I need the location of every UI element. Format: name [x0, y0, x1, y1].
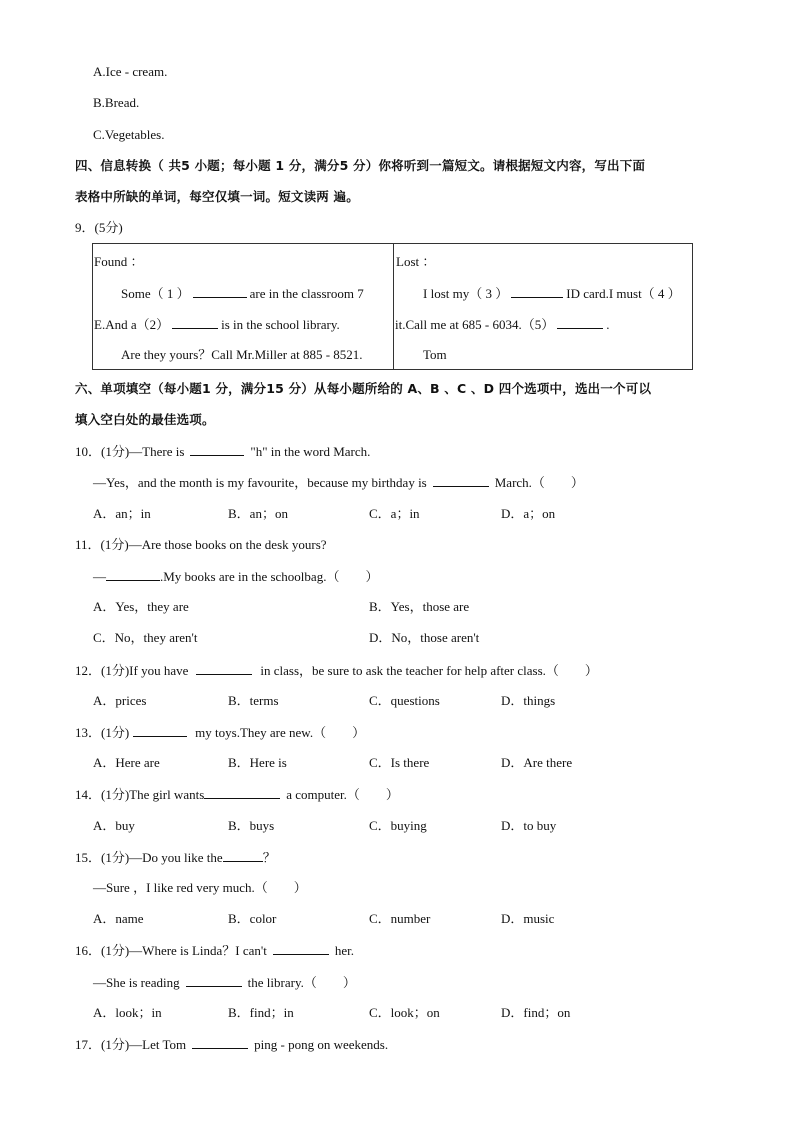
q10-number: 10．(1分) [75, 444, 130, 459]
q15-blank[interactable] [223, 849, 263, 862]
lost-line1-a: I lost my（ 3 ） [423, 286, 509, 301]
q17-number: 17．(1分) [75, 1037, 130, 1052]
q16-stem-b: her. [334, 943, 355, 958]
q17-blank[interactable] [192, 1036, 248, 1049]
section6-heading-line2: 填入空白处的最佳选项。 [75, 412, 215, 427]
q12-blank[interactable] [196, 662, 252, 675]
q13-option-b[interactable]: B．Here is [228, 755, 287, 770]
section4-heading-line2: 表格中所缺的单词，每空仅填一词。短文读两 遍。 [75, 189, 359, 204]
q15-line2: —Sure ，I like red very much.（ ） [93, 880, 307, 895]
q10-stem [75, 443, 370, 460]
section6-heading-line1: 六、单项填空（每小题1 分，满分15 分）从每小题所给的 A、B 、C 、D 四个选项中，选出一个可以 [75, 381, 652, 396]
q11-line2-b: .My books are in the schoolbag.（ ） [160, 569, 379, 584]
found-line1-a: Some（ 1 ） [121, 286, 190, 301]
q10-line2-a: —Yes，and the month is my favourite，because my birthday is [93, 475, 427, 490]
q15-stem [75, 849, 276, 866]
found-line1-b: are in the classroom 7 [249, 286, 364, 301]
q16-number: 16．(1分) [75, 943, 130, 958]
lost-signature: Tom [423, 347, 447, 362]
q15-stem-b: ？ [262, 850, 276, 865]
q9-label: 9．(5分) [75, 220, 123, 235]
q13-number: 13．(1分) [75, 725, 130, 740]
found-cell [93, 244, 394, 370]
q15-option-d[interactable]: D．music [501, 911, 555, 926]
q13-option-c[interactable]: C．Is there [369, 755, 430, 770]
q12-option-c[interactable]: C．questions [369, 693, 440, 708]
lost-line2 [395, 316, 609, 333]
q14-stem-a: The girl wants [129, 787, 205, 802]
q13-blank[interactable] [133, 724, 187, 737]
q16-option-a[interactable]: A．look；in [93, 1005, 162, 1020]
q14-option-c[interactable]: C．buying [369, 818, 427, 833]
section4-heading-line1: 四、信息转换（ 共5 小题；每小题 1 分，满分5 分）你将听到一篇短文。请根据短文内容，写出下面 [75, 158, 646, 173]
q17-stem [75, 1036, 388, 1053]
found-line2 [94, 316, 340, 333]
q10-blank-2[interactable] [433, 474, 489, 487]
q13-stem [75, 724, 365, 741]
q15-option-b[interactable]: B．color [228, 911, 277, 926]
q16-stem [75, 942, 354, 959]
q15-option-c[interactable]: C．number [369, 911, 431, 926]
q14-option-b[interactable]: B．buys [228, 818, 275, 833]
q12-stem-b: in class，be sure to ask the teacher for help after class.（ ） [260, 663, 598, 678]
q17-stem-b: ping - pong on weekends. [254, 1037, 389, 1052]
lost-title: Lost ： [396, 254, 436, 269]
q14-number: 14．(1分) [75, 787, 130, 802]
q11-option-a[interactable]: A．Yes，they are [93, 599, 189, 614]
q11-blank[interactable] [106, 568, 160, 581]
q14-stem-b: a computer.（ ） [286, 787, 399, 802]
q16-option-c[interactable]: C．look；on [369, 1005, 440, 1020]
found-title: Found ： [94, 254, 144, 269]
q10-option-b[interactable]: B．an；on [228, 506, 288, 521]
q10-line2 [93, 474, 584, 491]
q11-number: 11．(1分) [75, 537, 129, 552]
q12-stem [75, 662, 598, 679]
q12-option-b[interactable]: B．terms [228, 693, 279, 708]
q16-option-d[interactable]: D．find；on [501, 1005, 571, 1020]
blank-2[interactable] [172, 316, 218, 329]
prev-option-a: A.Ice - cream. [93, 64, 168, 79]
q16-line2-b: the library.（ ） [247, 975, 356, 990]
q11-option-d[interactable]: D．No，those aren't [369, 630, 480, 645]
q15-option-a[interactable]: A．name [93, 911, 144, 926]
q11-option-b[interactable]: B．Yes，those are [369, 599, 470, 614]
blank-1[interactable] [193, 285, 247, 298]
q16-line2-a: —She is reading [93, 975, 180, 990]
q11-stem-text: —Are those books on the desk yours? [128, 537, 327, 552]
q10-option-d[interactable]: D．a；on [501, 506, 556, 521]
prev-option-c: C.Vegetables. [93, 127, 165, 142]
lost-line1 [423, 285, 681, 302]
lost-line2-a: it.Call me at 685 - 6034.（5） [395, 317, 555, 332]
q10-stem-a: —There is [129, 444, 185, 459]
q16-option-b[interactable]: B．find；in [228, 1005, 294, 1020]
q11-option-c[interactable]: C．No，they aren't [93, 630, 198, 645]
prev-option-b: B.Bread. [93, 95, 140, 110]
q15-number: 15．(1分) [75, 850, 130, 865]
q14-option-d[interactable]: D．to buy [501, 818, 557, 833]
q11-line2-a: — [93, 569, 106, 584]
q10-option-c[interactable]: C．a；in [369, 506, 420, 521]
q10-blank-1[interactable] [190, 443, 244, 456]
q17-stem-a: —Let Tom [129, 1037, 187, 1052]
lost-line2-b: . [606, 317, 610, 332]
q12-option-a[interactable]: A．prices [93, 693, 147, 708]
q16-blank-2[interactable] [186, 974, 242, 987]
lost-cell [394, 244, 693, 370]
q14-blank[interactable] [204, 786, 280, 799]
found-line3: Are they yours？Call Mr.Miller at 885 - 8521. [121, 347, 363, 362]
q12-number: 12．(1分) [75, 663, 130, 678]
q16-blank-1[interactable] [273, 942, 329, 955]
q16-stem-a: —Where is Linda？I can't [129, 943, 267, 958]
q14-stem [75, 786, 399, 803]
q10-option-a[interactable]: A．an；in [93, 506, 151, 521]
q12-option-d[interactable]: D．things [501, 693, 556, 708]
q12-stem-a: If you have [129, 663, 189, 678]
q11-stem [75, 537, 327, 553]
blank-5[interactable] [557, 316, 603, 329]
q11-line2 [93, 568, 378, 585]
q10-line2-b: March.（ ） [494, 475, 584, 490]
found-line2-b: is in the school library. [221, 317, 340, 332]
q15-stem-a: —Do you like the [129, 850, 223, 865]
q10-stem-b: "h" in the word March. [250, 444, 371, 459]
info-table [92, 243, 693, 370]
q13-option-a[interactable]: A．Here are [93, 755, 160, 770]
found-line1 [121, 285, 364, 302]
found-line2-a: E.And a（2） [94, 317, 170, 332]
lost-line1-b: ID card.I must（ 4 ） [566, 286, 681, 301]
blank-3[interactable] [511, 285, 563, 298]
q14-option-a[interactable]: A．buy [93, 818, 135, 833]
q13-stem-b: my toys.They are new.（ ） [195, 725, 366, 740]
q16-line2 [93, 974, 356, 991]
q13-option-d[interactable]: D．Are there [501, 755, 573, 770]
